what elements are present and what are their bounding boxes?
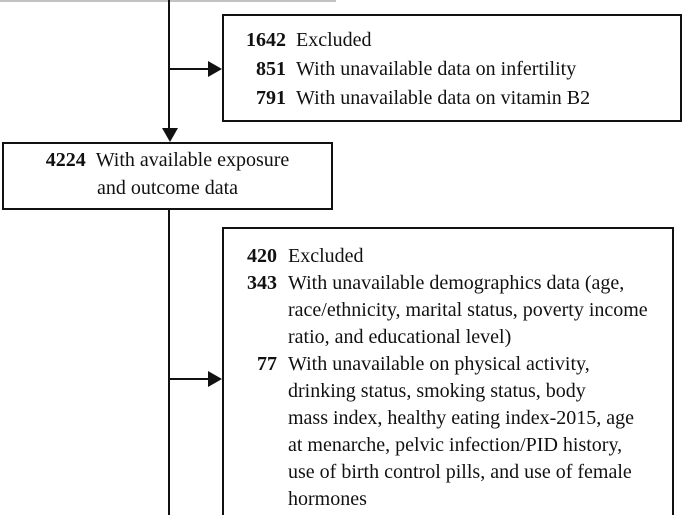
exclusion-row (232, 84, 674, 113)
available-data-box (2, 142, 333, 210)
excluded-count: 851 (256, 58, 286, 80)
exclusion-label: Excluded (296, 29, 372, 51)
exclusion-row (232, 351, 666, 513)
cohort-line-1 (4, 146, 331, 174)
label-line: With unavailable demographics data (age, (288, 272, 625, 294)
excluded-count: 1642 (246, 29, 286, 51)
label-line: ratio, and educational level) (288, 326, 512, 348)
label-line: at menarche, pelvic infection/PID history, (288, 434, 623, 456)
exclusion-box-infertility-vitamin (222, 14, 682, 122)
flow-line-lower (168, 210, 170, 515)
label-line: Excluded (288, 245, 364, 267)
label-line: With unavailable on physical activity, (288, 353, 590, 375)
arrow-down-icon (162, 128, 178, 142)
label-line: drinking status, smoking status, body (288, 380, 586, 402)
exclusion-row (232, 55, 674, 84)
arrow-right-icon (208, 61, 222, 77)
flow-line-upper (168, 0, 170, 128)
exclusion-row (232, 26, 674, 55)
exclusion-label (288, 243, 364, 270)
label-line: race/ethnicity, marital status, poverty income (288, 299, 648, 321)
exclusion-row (232, 270, 666, 351)
label-line: mass index, healthy eating index-2015, age (288, 407, 635, 429)
exclusion-label (288, 270, 648, 351)
excluded-count: 420 (247, 245, 277, 267)
cohort-count: 4224 (45, 149, 86, 171)
connector-line-lower (169, 378, 210, 380)
label-line: use of birth control pills, and use of female (288, 461, 632, 483)
excluded-count: 791 (256, 87, 286, 109)
arrow-right-icon (208, 371, 222, 387)
exclusion-label: With unavailable data on vitamin B2 (296, 87, 591, 109)
exclusion-box-covariates (222, 227, 674, 515)
exclusion-label: With unavailable data on infertility (296, 58, 577, 80)
excluded-count: 77 (257, 353, 277, 375)
cohort-label: With available exposure (95, 149, 290, 171)
exclusion-label (288, 351, 634, 513)
connector-line-upper (169, 68, 210, 70)
label-line: hormones (288, 488, 367, 510)
exclusion-row (232, 243, 666, 270)
cohort-line-2: and outcome data (96, 177, 239, 199)
excluded-count: 343 (247, 272, 277, 294)
